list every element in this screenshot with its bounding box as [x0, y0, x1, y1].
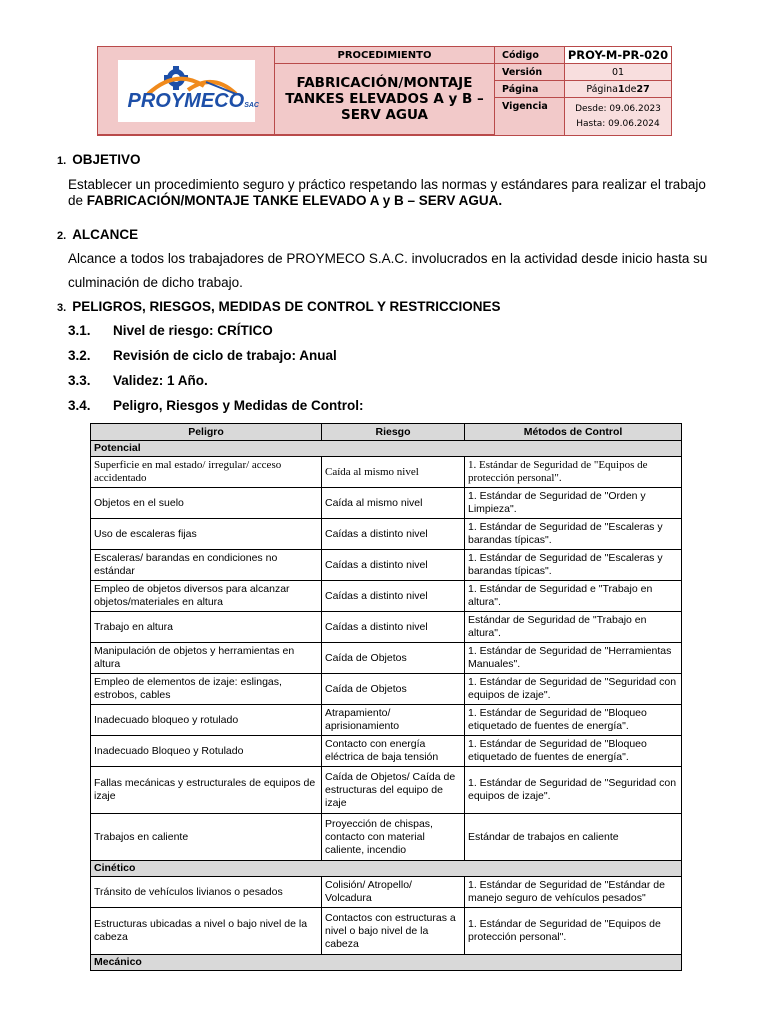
- section-objetivo-text: Establecer un procedimiento seguro y práctico respetando las normas y estándares para realizar el trabajo de FABRICACIÓN/MONTAJE TANKE ELEVADO A y B – SERV AGUA.: [68, 177, 706, 208]
- validity-from: Desde: 09.06.2023: [575, 103, 661, 114]
- table-row: [91, 457, 682, 488]
- risk-cell: Caída de Objetos/ Caída de estructuras del equipo de izaje: [322, 767, 465, 814]
- section-alcance-heading: 2. ALCANCE: [57, 227, 139, 242]
- page-value: Página 1 de 27: [565, 81, 671, 98]
- company-logo: [118, 60, 259, 122]
- logo-cell: [98, 47, 275, 135]
- table-row: [91, 612, 682, 643]
- risk-cell: Caídas a distinto nivel: [322, 581, 465, 612]
- table-header-row: [91, 424, 682, 441]
- control-method-cell: 1. Estándar de Seguridad de "Seguridad con equipos de izaje".: [465, 767, 682, 814]
- section-peligros-heading: 3. PELIGROS, RIESGOS, MEDIDAS DE CONTROL Y RESTRICCIONES: [57, 299, 501, 314]
- validity-to: Hasta: 09.06.2024: [576, 118, 660, 129]
- column-header: Peligro: [91, 424, 322, 441]
- hazard-cell: Objetos en el suelo: [91, 488, 322, 519]
- control-method-cell: 1. Estándar de Seguridad de "Escaleras y barandas típicas".: [465, 519, 682, 550]
- table-row: [91, 877, 682, 908]
- risk-cell: Caída al mismo nivel: [322, 488, 465, 519]
- risk-control-table: [90, 423, 682, 971]
- hazard-cell: Trabajo en altura: [91, 612, 322, 643]
- category-row: [91, 441, 682, 457]
- version-value: 01: [565, 64, 671, 81]
- control-method-cell: 1. Estándar de Seguridad de "Escaleras y barandas típicas".: [465, 550, 682, 581]
- table-row: [91, 908, 682, 955]
- category-label: Potencial: [91, 441, 682, 457]
- code-value: PROY-M-PR-020: [565, 47, 671, 64]
- hazard-cell: Uso de escaleras fijas: [91, 519, 322, 550]
- procedure-label: PROCEDIMIENTO: [275, 47, 495, 64]
- table-row: [91, 488, 682, 519]
- hazard-cell: Inadecuado bloqueo y rotulado: [91, 705, 322, 736]
- control-method-cell: 1. Estándar de Seguridad de "Seguridad con equipos de izaje".: [465, 674, 682, 705]
- risk-cell: Contactos con estructuras a nivel o bajo nivel de la cabeza: [322, 908, 465, 955]
- subsection-3-2: 3.2. Revisión de ciclo de trabajo: Anual: [68, 348, 337, 363]
- subsection-3-1: 3.1. Nivel de riesgo: CRÍTICO: [68, 323, 273, 338]
- document-header: [97, 46, 672, 136]
- column-header: Métodos de Control: [465, 424, 682, 441]
- table-row: [91, 705, 682, 736]
- risk-cell: Caídas a distinto nivel: [322, 612, 465, 643]
- code-label: Código: [495, 47, 565, 64]
- validity-value: [565, 98, 671, 135]
- subsection-3-4: 3.4. Peligro, Riesgos y Medidas de Control:: [68, 398, 364, 413]
- control-method-cell: 1. Estándar de Seguridad de "Bloqueo etiquetado de fuentes de energía".: [465, 705, 682, 736]
- column-header: Riesgo: [322, 424, 465, 441]
- table-row: [91, 581, 682, 612]
- control-method-cell: Estándar de trabajos en caliente: [465, 814, 682, 861]
- risk-cell: Contacto con energía eléctrica de baja tensión: [322, 736, 465, 767]
- section-objetivo-heading: 1. OBJETIVO: [57, 152, 141, 167]
- hazard-cell: Manipulación de objetos y herramientas en altura: [91, 643, 322, 674]
- logo-wordmark: PROYMECOSAC: [127, 89, 259, 112]
- category-row: [91, 955, 682, 971]
- control-method-cell: 1. Estándar de Seguridad e "Trabajo en altura".: [465, 581, 682, 612]
- validity-label: Vigencia: [495, 98, 565, 135]
- table-row: [91, 674, 682, 705]
- risk-cell: Caídas a distinto nivel: [322, 519, 465, 550]
- table-row: [91, 814, 682, 861]
- page-label: Página: [495, 81, 565, 98]
- hazard-cell: Escaleras/ barandas en condiciones no estándar: [91, 550, 322, 581]
- control-method-cell: 1. Estándar de Seguridad de "Equipos de protección personal".: [465, 457, 682, 488]
- version-label: Versión: [495, 64, 565, 81]
- hazard-cell: Trabajos en caliente: [91, 814, 322, 861]
- table-row: [91, 736, 682, 767]
- category-label: Mecánico: [91, 955, 682, 971]
- section-alcance-text: Alcance a todos los trabajadores de PROYMECO S.A.C. involucrados en la actividad desde inicio hasta su culminación de dicho trabajo.: [68, 251, 708, 290]
- risk-cell: Atrapamiento/ aprisionamiento: [322, 705, 465, 736]
- table-row: [91, 519, 682, 550]
- hazard-cell: Estructuras ubicadas a nivel o bajo nivel de la cabeza: [91, 908, 322, 955]
- hazard-cell: Fallas mecánicas y estructurales de equipos de izaje: [91, 767, 322, 814]
- control-method-cell: 1. Estándar de Seguridad de "Orden y Limpieza".: [465, 488, 682, 519]
- risk-cell: Caída de Objetos: [322, 643, 465, 674]
- hazard-cell: Empleo de elementos de izaje: eslingas, estrobos, cables: [91, 674, 322, 705]
- subsection-3-3: 3.3. Validez: 1 Año.: [68, 373, 208, 388]
- risk-cell: Colisión/ Atropello/ Volcadura: [322, 877, 465, 908]
- hazard-cell: Empleo de objetos diversos para alcanzar objetos/materiales en altura: [91, 581, 322, 612]
- table-row: [91, 643, 682, 674]
- category-row: [91, 861, 682, 877]
- risk-cell: Caídas a distinto nivel: [322, 550, 465, 581]
- document-title: FABRICACIÓN/MONTAJE TANKES ELEVADOS A y B – SERV AGUA: [275, 64, 495, 135]
- hazard-cell: Tránsito de vehículos livianos o pesados: [91, 877, 322, 908]
- control-method-cell: 1. Estándar de Seguridad de "Bloqueo etiquetado de fuentes de energía".: [465, 736, 682, 767]
- hazard-cell: Inadecuado Bloqueo y Rotulado: [91, 736, 322, 767]
- table-row: [91, 550, 682, 581]
- hazard-cell: Superficie en mal estado/ irregular/ acceso accidentado: [91, 457, 322, 488]
- risk-cell: Caída de Objetos: [322, 674, 465, 705]
- risk-cell: Caída al mismo nivel: [322, 457, 465, 488]
- table-row: [91, 767, 682, 814]
- control-method-cell: 1. Estándar de Seguridad de "Estándar de manejo seguro de vehículos pesados": [465, 877, 682, 908]
- category-label: Cinético: [91, 861, 682, 877]
- risk-cell: Proyección de chispas, contacto con material caliente, incendio: [322, 814, 465, 861]
- control-method-cell: 1. Estándar de Seguridad de "Herramientas Manuales".: [465, 643, 682, 674]
- control-method-cell: Estándar de Seguridad de "Trabajo en altura".: [465, 612, 682, 643]
- control-method-cell: 1. Estándar de Seguridad de "Equipos de protección personal".: [465, 908, 682, 955]
